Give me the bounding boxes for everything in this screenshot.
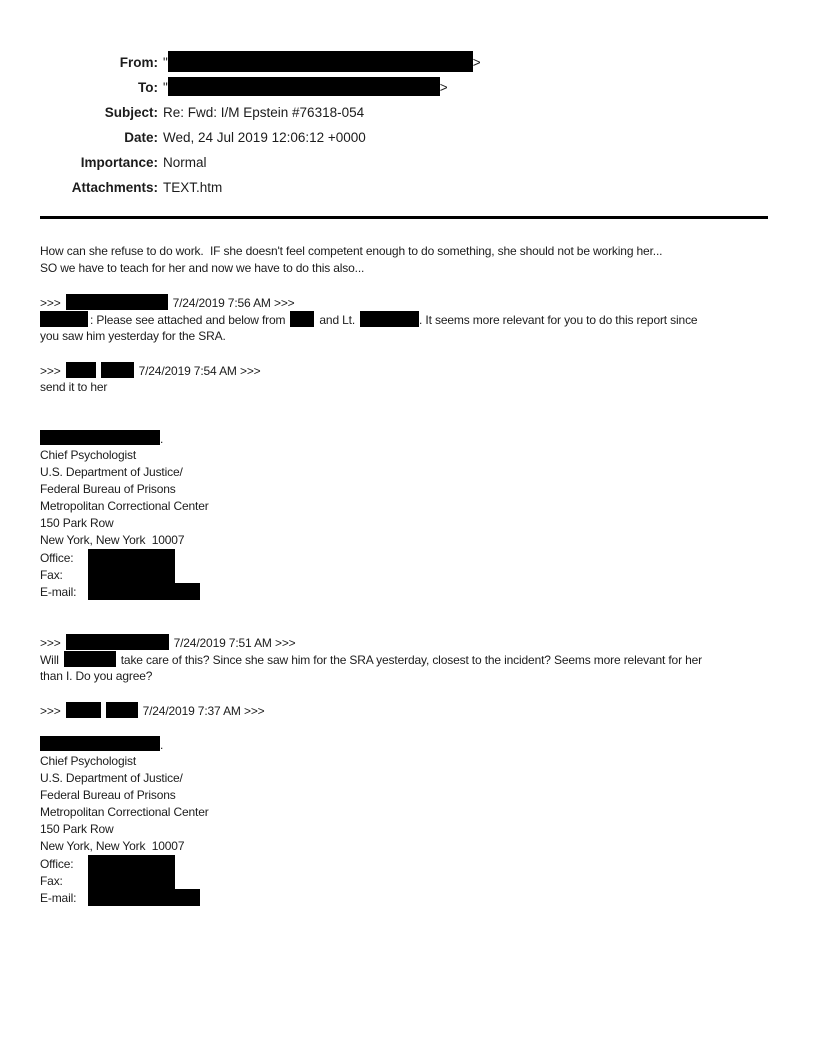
- last-name-redaction-bar: [101, 362, 134, 378]
- signature-email-line: [40, 583, 770, 600]
- quote-756-text-d: you saw him yesterday for the SRA.: [40, 329, 226, 343]
- header-divider: [40, 216, 768, 219]
- signature-title-text: Chief Psychologist: [40, 448, 137, 462]
- from-label: From:: [119, 55, 158, 70]
- signature-address1: [40, 821, 770, 838]
- signature-office-line: [40, 549, 770, 566]
- quote-756-line1: [40, 311, 770, 328]
- email-label: E-mail:: [40, 585, 77, 599]
- quote-751-text-a: Will: [40, 653, 59, 667]
- signature-org1: [40, 770, 770, 787]
- to-label: To:: [138, 80, 158, 95]
- header-row-importance: [40, 150, 770, 175]
- quote-756-text-a: : Please see attached and below from: [90, 313, 286, 327]
- sender-name-redaction-bar: [66, 634, 169, 650]
- quote-timestamp-756: 7/24/2019 7:56 AM >>>: [172, 296, 295, 310]
- body-paragraph-line: [40, 260, 770, 277]
- quote-754-text: send it to her: [40, 380, 108, 394]
- office-label: Office:: [40, 551, 74, 565]
- signature-address2-text: New York, New York 10007: [40, 839, 185, 853]
- quote-756-text-b: and Lt.: [319, 313, 356, 327]
- signature-email-line: [40, 889, 770, 906]
- signature-office-line: [40, 855, 770, 872]
- sender-name-redaction-bar: [66, 294, 168, 310]
- signature-org1: [40, 464, 770, 481]
- email-body: [40, 243, 770, 906]
- attachments-label: Attachments:: [71, 180, 158, 195]
- name-redaction-bar: [360, 311, 419, 327]
- signature-name-suffix: .: [160, 738, 164, 752]
- signature-title: [40, 753, 770, 770]
- quote-arrows: >>>: [40, 364, 61, 378]
- signature-org3: [40, 498, 770, 515]
- first-name-redaction-bar: [66, 362, 96, 378]
- signature-org2: [40, 787, 770, 804]
- signature-name-redaction-bar: [40, 430, 160, 445]
- quote-arrows: >>>: [40, 704, 61, 718]
- signature-address1-text: 150 Park Row: [40, 516, 114, 530]
- header-row-attachments: [40, 175, 770, 200]
- signature-name-line: [40, 430, 770, 447]
- signature-name-redaction-bar: [40, 736, 160, 751]
- signature-title-text: Chief Psychologist: [40, 754, 137, 768]
- signature-address2: [40, 838, 770, 855]
- importance-value: Normal: [163, 155, 207, 170]
- quote-751-line2: [40, 668, 770, 685]
- header-row-to: [40, 75, 770, 100]
- office-label: Office:: [40, 857, 74, 871]
- name-redaction-bar: [64, 651, 116, 667]
- signature-org3-text: Metropolitan Correctional Center: [40, 499, 209, 513]
- signature-fax-line: [40, 872, 770, 889]
- signature-address2: [40, 532, 770, 549]
- name-redaction-bar: [40, 311, 88, 327]
- header-row-from: [40, 50, 770, 75]
- signature-name-line: [40, 736, 770, 753]
- first-name-redaction-bar: [66, 702, 101, 718]
- quote-header-737: [40, 702, 770, 719]
- quote-timestamp-754: 7/24/2019 7:54 AM >>>: [138, 364, 261, 378]
- signature-address1-text: 150 Park Row: [40, 822, 114, 836]
- signature-org3-text: Metropolitan Correctional Center: [40, 805, 209, 819]
- importance-label: Importance:: [80, 155, 158, 170]
- date-label: Date:: [124, 130, 158, 145]
- header-row-date: [40, 125, 770, 150]
- email-address-redaction-bar: [88, 889, 200, 906]
- fax-number-redaction-bar: [88, 872, 175, 889]
- to-open-quote: ": [163, 80, 168, 95]
- body-paragraph-line: [40, 243, 770, 260]
- quote-756-line2: [40, 328, 770, 345]
- email-header: [40, 50, 770, 200]
- quote-header-751: [40, 634, 770, 651]
- from-open-quote: ": [163, 55, 168, 70]
- signature-org1-text: U.S. Department of Justice/: [40, 771, 183, 785]
- subject-label: Subject:: [104, 105, 158, 120]
- from-value: [163, 50, 481, 75]
- to-close-angle: >: [439, 80, 448, 95]
- quote-timestamp-751: 7/24/2019 7:51 AM >>>: [173, 636, 296, 650]
- quote-751-text-c: than I. Do you agree?: [40, 669, 153, 683]
- signature-address2-text: New York, New York 10007: [40, 533, 185, 547]
- signature-org3: [40, 804, 770, 821]
- signature-org1-text: U.S. Department of Justice/: [40, 465, 183, 479]
- signature-address1: [40, 515, 770, 532]
- name-redaction-bar: [290, 311, 314, 327]
- fax-number-redaction-bar: [88, 566, 175, 583]
- quote-751-text-b: take care of this? Since she saw him for the SRA yesterday, closest to the incident? Seems more relevant for her: [120, 653, 703, 667]
- email-address-redaction-bar: [88, 583, 200, 600]
- fax-label: Fax:: [40, 874, 63, 888]
- quote-arrows: >>>: [40, 636, 61, 650]
- quote-arrows: >>>: [40, 296, 61, 310]
- signature-org2-text: Federal Bureau of Prisons: [40, 788, 176, 802]
- quote-timestamp-737: 7/24/2019 7:37 AM >>>: [142, 704, 265, 718]
- to-redaction-bar: [168, 77, 440, 96]
- signature-org2-text: Federal Bureau of Prisons: [40, 482, 176, 496]
- subject-value: Re: Fwd: I/M Epstein #76318-054: [163, 105, 365, 120]
- signature-org2: [40, 481, 770, 498]
- attachments-value: TEXT.htm: [163, 180, 223, 195]
- quote-header-756: [40, 294, 770, 311]
- date-value: Wed, 24 Jul 2019 12:06:12 +0000: [163, 130, 366, 145]
- quote-751-line1: [40, 651, 770, 668]
- from-close-angle: >: [472, 55, 481, 70]
- quote-header-754: [40, 362, 770, 379]
- to-value: [163, 75, 448, 100]
- office-phone-redaction-bar: [88, 549, 175, 566]
- para1-line2: SO we have to teach for her and now we have to do this also...: [40, 261, 365, 275]
- header-row-subject: [40, 100, 770, 125]
- email-label: E-mail:: [40, 891, 77, 905]
- signature-fax-line: [40, 566, 770, 583]
- quote-754-line1: [40, 379, 770, 396]
- office-phone-redaction-bar: [88, 855, 175, 872]
- para1-line1: How can she refuse to do work. IF she doesn't feel competent enough to do something, she should not be working her...: [40, 244, 663, 258]
- signature-name-suffix: .: [160, 432, 164, 446]
- signature-title: [40, 447, 770, 464]
- quote-756-text-c: . It seems more relevant for you to do this report since: [419, 313, 698, 327]
- fax-label: Fax:: [40, 568, 63, 582]
- last-name-redaction-bar: [106, 702, 138, 718]
- from-redaction-bar: [168, 51, 473, 72]
